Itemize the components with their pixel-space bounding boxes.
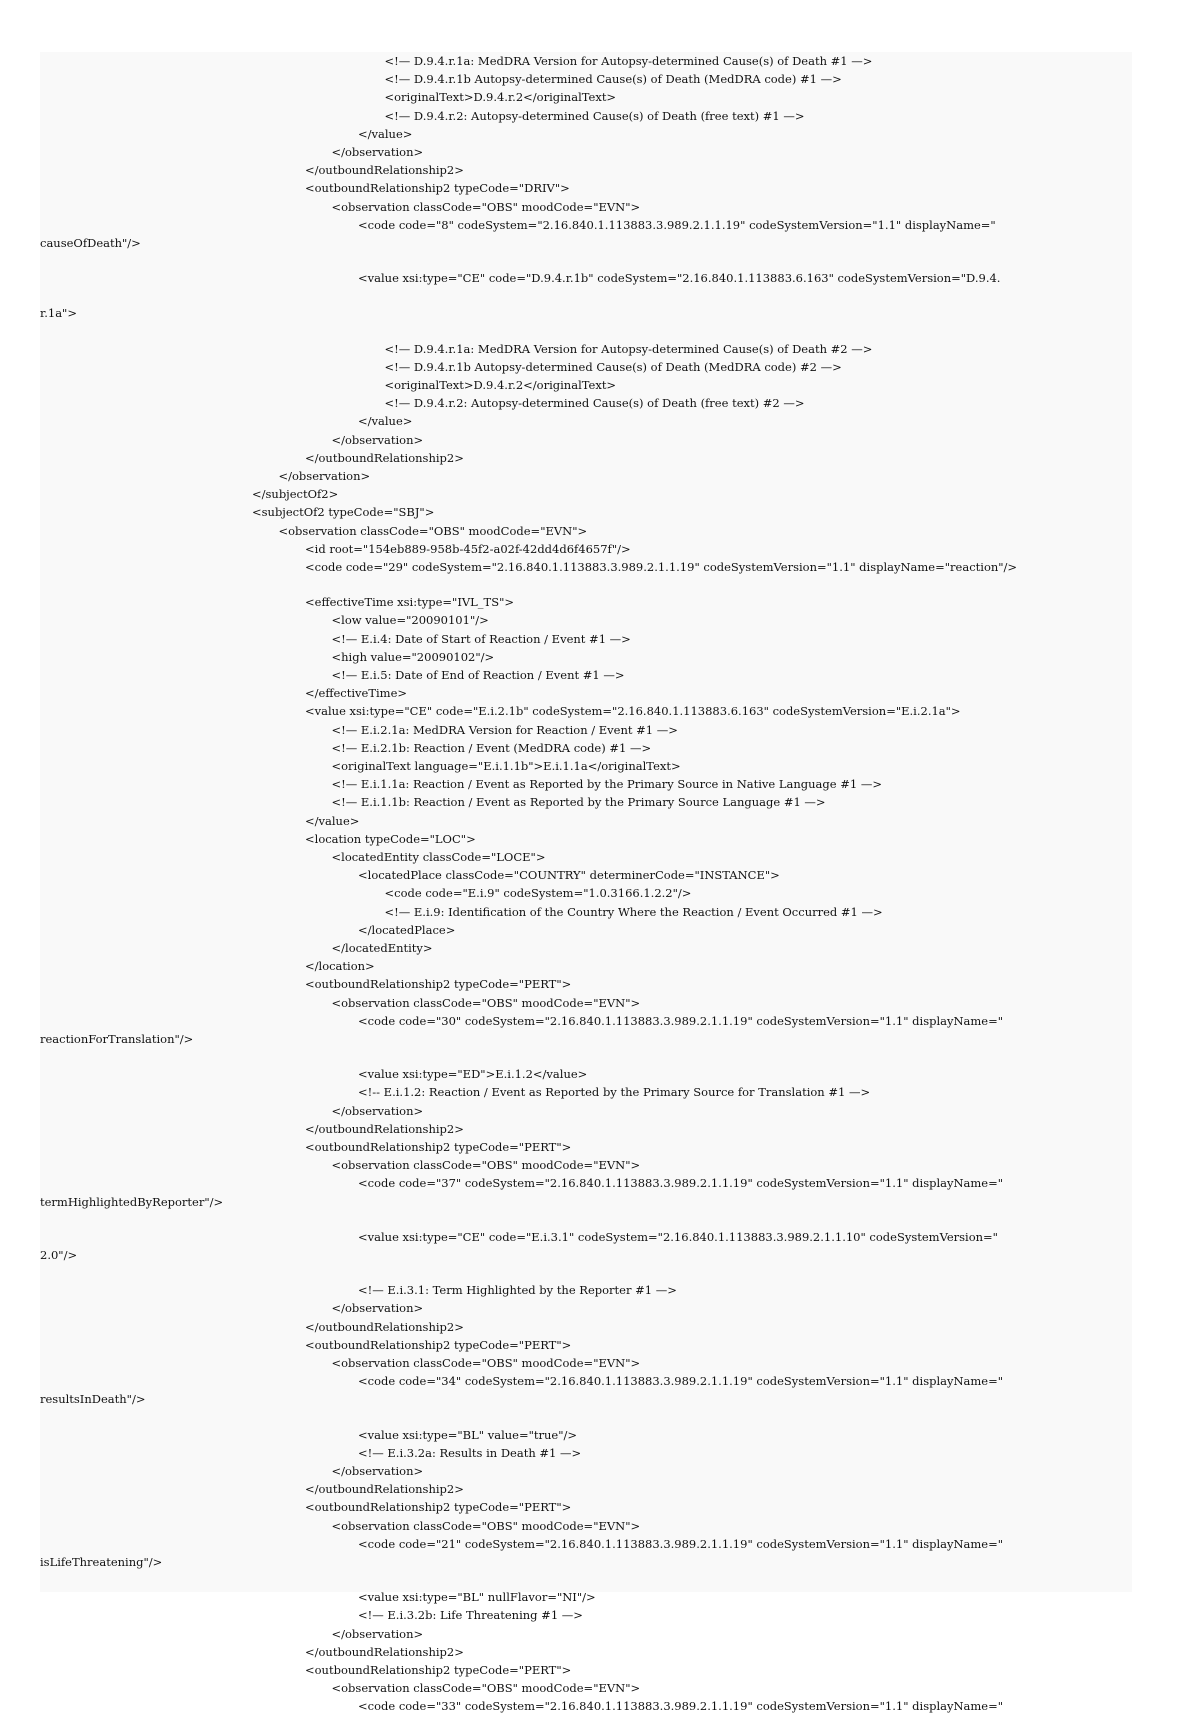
code-line: </outboundRelationship2> — [305, 450, 464, 465]
code-line: <!— E.i.3.1: Term Highlighted by the Reporter #1 —> — [358, 1283, 677, 1298]
code-line: <code code="E.i.9" codeSystem="1.0.3166.1.2.2"/> — [384, 886, 692, 901]
code-line: <!— E.i.1.1b: Reaction / Event as Reported by the Primary Source Language #1 —> — [331, 795, 826, 810]
code-line: </location> — [305, 959, 375, 974]
code-line: <!— E.i.9: Identification of the Country Where the Reaction / Event Occurred #1 —> — [384, 904, 883, 919]
code-line: isLifeThreatening"/> — [40, 1555, 163, 1569]
code-line: reactionForTranslation"/> — [40, 1032, 194, 1046]
code-line: <effectiveTime xsi:type="IVL_TS"> — [305, 595, 515, 610]
code-line: <observation classCode="OBS" moodCode="EVN"> — [331, 1356, 641, 1370]
code-line: <observation classCode="OBS" moodCode="EVN"> — [331, 1518, 641, 1533]
code-line: </observation> — [331, 1301, 424, 1316]
code-line: </subjectOf2> — [252, 487, 339, 502]
code-line: 2.0"/> — [40, 1248, 78, 1262]
code-line: <!— E.i.5: Date of End of Reaction / Event #1 —> — [331, 668, 625, 682]
code-line: </value> — [358, 126, 413, 141]
code-line: </locatedPlace> — [358, 922, 456, 937]
code-line: <locatedEntity classCode="LOCE"> — [331, 850, 546, 864]
code-line: <outboundRelationship2 typeCode="DRIV"> — [305, 181, 570, 196]
code-line: <locatedPlace classCode="COUNTRY" determinerCode="INSTANCE"> — [358, 868, 780, 883]
code-line: <!— E.i.4: Date of Start of Reaction / Event #1 —> — [331, 631, 631, 646]
code-line: </observation> — [331, 432, 424, 447]
code-line: <observation classCode="OBS" moodCode="EVN"> — [331, 199, 641, 214]
code-line: </observation> — [331, 145, 424, 159]
code-line: <value xsi:type="BL" value="true"/> — [358, 1427, 578, 1442]
code-line: </observation> — [331, 1103, 424, 1118]
code-line: <outboundRelationship2 typeCode="PERT"> — [305, 1140, 572, 1154]
code-line: resultsInDeath"/> — [40, 1392, 146, 1407]
code-line: </outboundRelationship2> — [305, 1482, 464, 1497]
code-line: <code code="33" codeSystem="2.16.840.1.113883.3.989.2.1.1.19" codeSystemVersion="1.1" displayName=" — [358, 1699, 1004, 1714]
code-line: <value xsi:type="BL" nullFlavor="NI"/> — [358, 1590, 596, 1605]
code-line: <!— E.i.3.2b: Life Threatening #1 —> — [358, 1608, 583, 1623]
code-line: <code code="8" codeSystem="2.16.840.1.113883.3.989.2.1.1.19" codeSystemVersion="1.1" displayName=" — [358, 217, 996, 232]
code-line: </outboundRelationship2> — [305, 1644, 464, 1659]
code-line: <id root="154eb889-958b-45f2-a02f-42dd4d6f4657f"/> — [305, 541, 631, 556]
code-line: <value xsi:type="CE" code="E.i.2.1b" codeSystem="2.16.840.1.113883.6.163" codeSystemVersion="E.i.2.1a"> — [305, 704, 961, 719]
code-line: <originalText>D.9.4.r.2</originalText> — [384, 378, 617, 392]
code-line: <observation classCode="OBS" moodCode="EVN"> — [331, 1158, 641, 1173]
code-line: <code code="34" codeSystem="2.16.840.1.113883.3.989.2.1.1.19" codeSystemVersion="1.1" displayName=" — [358, 1374, 1004, 1389]
code-line: <high value="20090102"/> — [331, 649, 495, 664]
code-line: <observation classCode="OBS" moodCode="EVN"> — [278, 523, 588, 538]
code-line: </locatedEntity> — [331, 941, 433, 955]
code-line: <!— D.9.4.r.1b Autopsy-determined Cause(s) of Death (MedDRA code) #2 —> — [384, 359, 842, 374]
code-line: </observation> — [278, 469, 371, 483]
code-line: <outboundRelationship2 typeCode="PERT"> — [305, 1337, 572, 1352]
code-line: <!— E.i.3.2a: Results in Death #1 —> — [358, 1445, 582, 1460]
code-line: <value xsi:type="ED">E.i.1.2</value> — [358, 1067, 588, 1082]
code-line: </value> — [358, 414, 413, 429]
code-line: </observation> — [331, 1464, 424, 1478]
code-line: <outboundRelationship2 typeCode="PERT"> — [305, 1500, 572, 1515]
code-line: <!— D.9.4.r.2: Autopsy-determined Cause(s) of Death (free text) #2 —> — [384, 396, 805, 411]
code-line: <outboundRelationship2 typeCode="PERT"> — [305, 977, 572, 992]
code-line: <location typeCode="LOC"> — [305, 831, 476, 846]
code-line: <observation classCode="OBS" moodCode="EVN"> — [331, 995, 641, 1010]
code-line: causeOfDeath"/> — [40, 236, 141, 250]
code-line: <low value="20090101"/> — [331, 613, 489, 628]
code-line: <code code="21" codeSystem="2.16.840.1.113883.3.989.2.1.1.19" codeSystemVersion="1.1" displayName=" — [358, 1536, 1004, 1551]
code-line: <code code="29" codeSystem="2.16.840.1.113883.3.989.2.1.1.19" codeSystemVersion="1.1" displayName="reaction"/> — [305, 560, 1018, 574]
code-line: <outboundRelationship2 typeCode="PERT"> — [305, 1663, 572, 1677]
code-line: <subjectOf2 typeCode="SBJ"> — [252, 505, 435, 520]
code-line: </effectiveTime> — [305, 686, 408, 701]
code-line: <!-- E.i.1.2: Reaction / Event as Reported by the Primary Source for Translation #1 —> — [358, 1085, 871, 1100]
code-line: </observation> — [331, 1626, 424, 1641]
code-line: </outboundRelationship2> — [305, 1319, 464, 1334]
code-line: <!— D.9.4.r.1b Autopsy-determined Cause(s) of Death (MedDRA code) #1 —> — [384, 72, 842, 87]
code-line: <observation classCode="OBS" moodCode="EVN"> — [331, 1681, 641, 1696]
code-line: <!— E.i.2.1b: Reaction / Event (MedDRA code) #1 —> — [331, 740, 652, 755]
code-line: <originalText>D.9.4.r.2</originalText> — [384, 90, 617, 105]
code-line: </outboundRelationship2> — [305, 1121, 464, 1136]
code-line: <!— D.9.4.r.1a: MedDRA Version for Autopsy-determined Cause(s) of Death #1 —> — [384, 54, 873, 68]
code-line: </outboundRelationship2> — [305, 163, 464, 178]
document-page — [40, 52, 1132, 1714]
code-line: <value xsi:type="CE" code="E.i.3.1" codeSystem="2.16.840.1.113883.3.989.2.1.1.10" codeSystemVersion=" — [358, 1229, 998, 1244]
code-line: termHighlightedByReporter"/> — [40, 1194, 224, 1209]
code-line: <code code="30" codeSystem="2.16.840.1.113883.3.989.2.1.1.19" codeSystemVersion="1.1" displayName=" — [358, 1013, 1004, 1028]
code-line: <code code="37" codeSystem="2.16.840.1.113883.3.989.2.1.1.19" codeSystemVersion="1.1" displayName=" — [358, 1176, 1004, 1191]
code-line: r.1a"> — [40, 306, 77, 321]
code-line: <!— E.i.1.1a: Reaction / Event as Reported by the Primary Source in Native Language #1 —> — [331, 777, 882, 792]
code-line: <originalText language="E.i.1.1b">E.i.1.1a</originalText> — [331, 759, 681, 773]
code-line: <!— E.i.2.1a: MedDRA Version for Reaction / Event #1 —> — [331, 722, 678, 737]
code-line: <!— D.9.4.r.1a: MedDRA Version for Autopsy-determined Cause(s) of Death #2 —> — [384, 341, 873, 356]
code-line: </value> — [305, 813, 360, 828]
code-line: <!— D.9.4.r.2: Autopsy-determined Cause(s) of Death (free text) #1 —> — [384, 108, 805, 123]
code-line: <value xsi:type="CE" code="D.9.4.r.1b" codeSystem="2.16.840.1.113883.6.163" codeSystemVersion="D.9.4. — [358, 271, 1001, 286]
